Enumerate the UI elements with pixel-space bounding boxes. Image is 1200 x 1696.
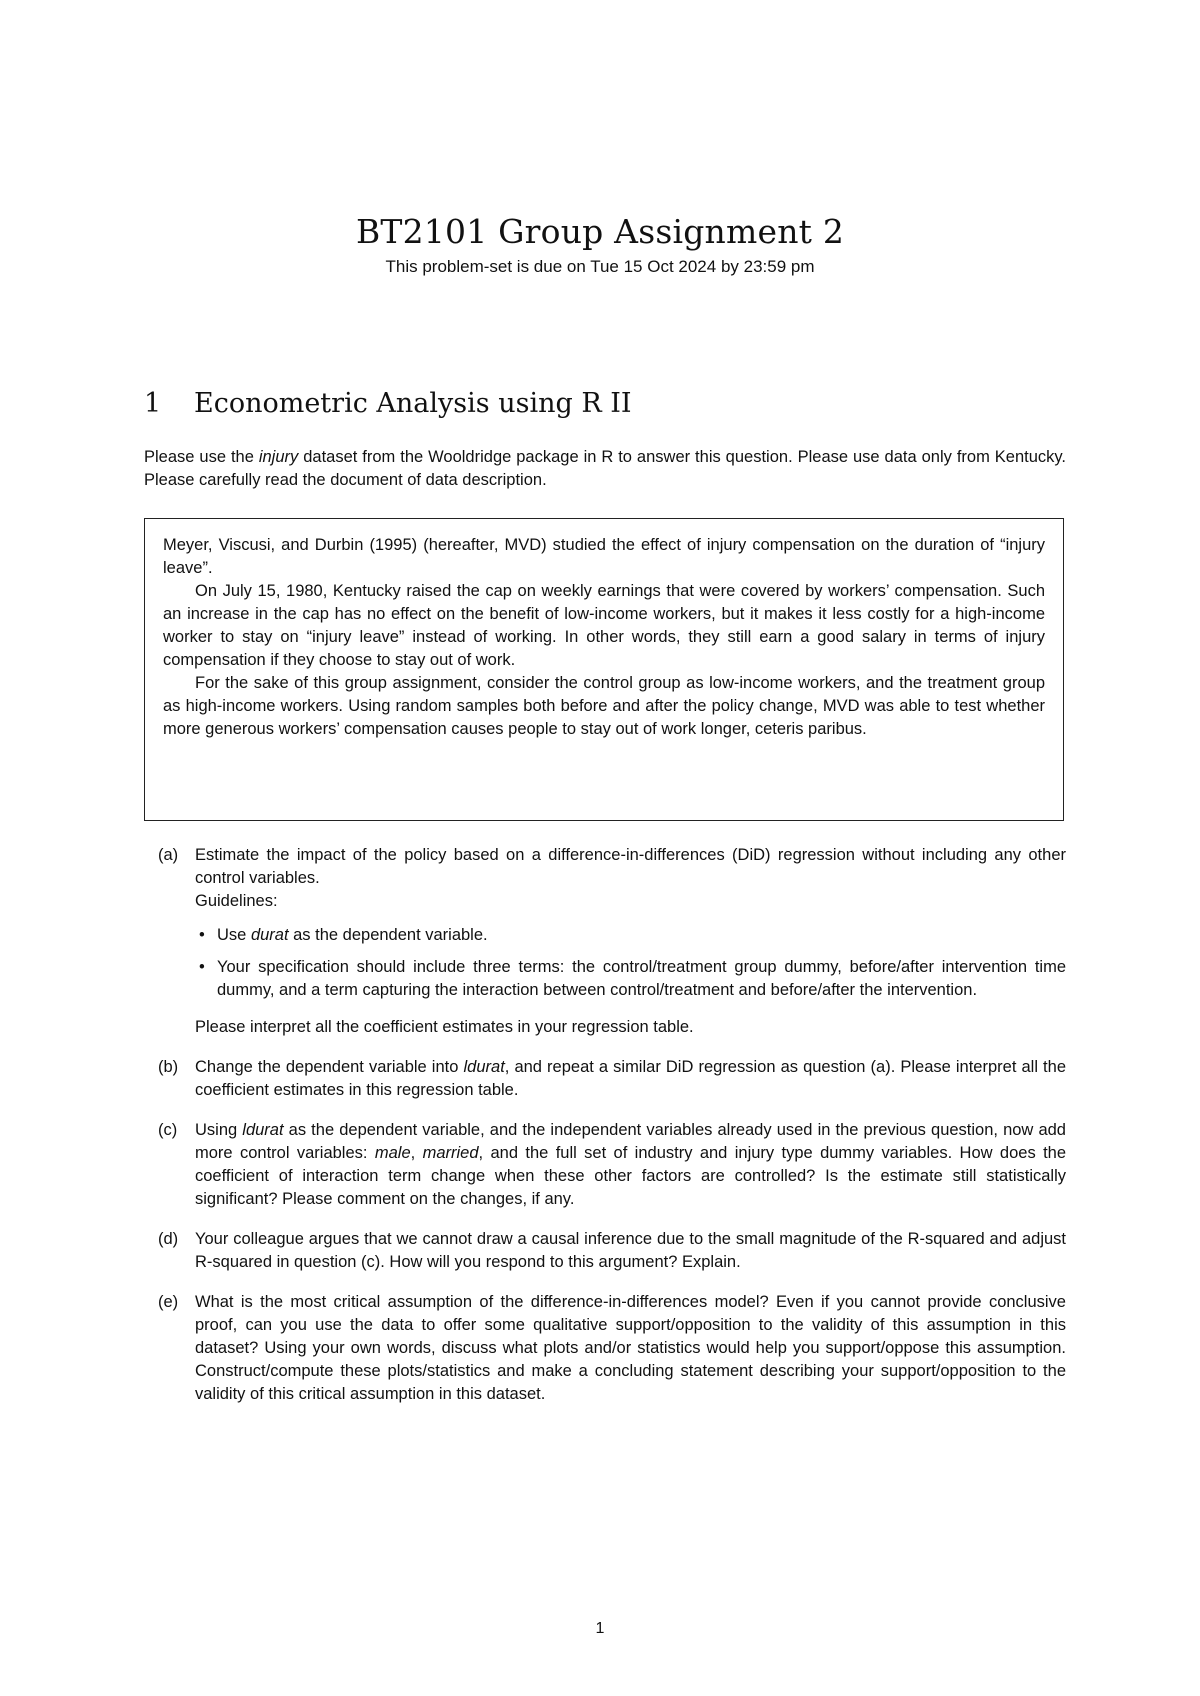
section-heading [144, 388, 632, 419]
question-a-closing: Please interpret all the coefficient estimates in your regression table. [195, 1018, 694, 1036]
question-label: (c) [158, 1121, 178, 1139]
question-c [158, 1119, 1066, 1211]
context-paragraph-2: On July 15, 1980, Kentucky raised the cap on weekly earnings that were covered by workers’ compensation. Such an increase in the cap has no effect on the benefit of low-income workers, but it makes it less costly for a high-income worker to stay on “injury leave” instead of working. In other words, they still earn a good salary in terms of injury compensation if they choose to stay out of work. [163, 582, 1045, 669]
section-number: 1 [144, 388, 162, 419]
bullet-icon: • [199, 958, 205, 976]
question-e-text: What is the most critical assumption of the difference-in-differences model? Even if you cannot provide conclusive proof, can you use the data to offer some qualitative support/opposition to the validity of this assumption in this dataset? Using your own words, discuss what plots and/or statistics would help you support/oppose this assumption. Construct/compute these plots/statistics and make a concluding statement describing your support/opposition to the validity of this critical assumption in this dataset. [195, 1293, 1066, 1403]
question-label: (a) [158, 846, 179, 864]
question-b [158, 1056, 1066, 1102]
document-title: BT2101 Group Assignment 2 [355, 212, 845, 251]
question-label: (d) [158, 1230, 179, 1248]
dataset-name: injury [258, 448, 299, 466]
guideline-item [195, 956, 1066, 1002]
question-text: Using [195, 1121, 243, 1139]
question-text: , and repeat a similar DiD regression as question (a). Please interpret all the coefficient estimates in this regression table. [195, 1058, 1066, 1099]
variable-name: durat [250, 926, 289, 944]
question-text: as the dependent variable, and the independent variables already used in the previous question, now add more control variables: [195, 1121, 1066, 1162]
variable-name: married [422, 1144, 479, 1162]
question-c-text [195, 1119, 1066, 1211]
context-box [144, 518, 1064, 821]
context-paragraph-1: Meyer, Viscusi, and Durbin (1995) (hereafter, MVD) studied the effect of injury compensation on the duration of “injury leave”. [163, 536, 1045, 577]
guideline-text: Your specification should include three terms: the control/treatment group dummy, before/after intervention time dummy, and a term capturing the interaction between control/treatment and before/after the intervention. [217, 958, 1066, 999]
intro-text-2: dataset from the Wooldridge package in R to answer this question. Please use data only from Kentucky. Please carefully read the document of data description. [144, 448, 1066, 489]
question-list [158, 844, 1066, 1423]
guidelines-list [195, 924, 1066, 1002]
guideline-text: as the dependent variable. [288, 926, 488, 944]
question-label: (e) [158, 1293, 179, 1311]
intro-paragraph [144, 446, 1066, 492]
section-title: Econometric Analysis using R II [194, 388, 632, 419]
guideline-item [195, 924, 1066, 947]
question-d [158, 1228, 1066, 1274]
due-date-subtitle: This problem-set is due on Tue 15 Oct 2024 by 23:59 pm [385, 257, 815, 276]
title-block [0, 212, 1200, 277]
question-text: , [410, 1144, 423, 1162]
bullet-icon: • [199, 926, 205, 944]
guidelines-label: Guidelines: [195, 892, 278, 910]
intro-text-1: Please use the [144, 448, 259, 466]
question-b-text [195, 1056, 1066, 1102]
guideline-text: Use [217, 926, 251, 944]
variable-name: male [374, 1144, 411, 1162]
variable-name: ldurat [242, 1121, 284, 1139]
question-a [158, 844, 1066, 1039]
question-a-text: Estimate the impact of the policy based on a difference-in-differences (DiD) regression without including any other control variables. [195, 846, 1066, 887]
question-label: (b) [158, 1058, 179, 1076]
variable-name: ldurat [463, 1058, 505, 1076]
question-text: Change the dependent variable into [195, 1058, 464, 1076]
question-e [158, 1291, 1066, 1406]
page-number: 1 [595, 1620, 605, 1637]
question-d-text: Your colleague argues that we cannot draw a causal inference due to the small magnitude of the R-squared and adjust R-squared in question (c). How will you respond to this argument? Explain. [195, 1230, 1066, 1271]
context-paragraph-3: For the sake of this group assignment, consider the control group as low-income workers, and the treatment group as high-income workers. Using random samples both before and after the policy change, MVD was able to test whether more generous workers’ compensation causes people to stay out of work longer, ceteris paribus. [163, 674, 1045, 738]
question-text: , and the full set of industry and injury type dummy variables. How does the coefficient of interaction term change when these other factors are controlled? Is the estimate still statistically significant? Please comment on the changes, if any. [195, 1144, 1067, 1208]
